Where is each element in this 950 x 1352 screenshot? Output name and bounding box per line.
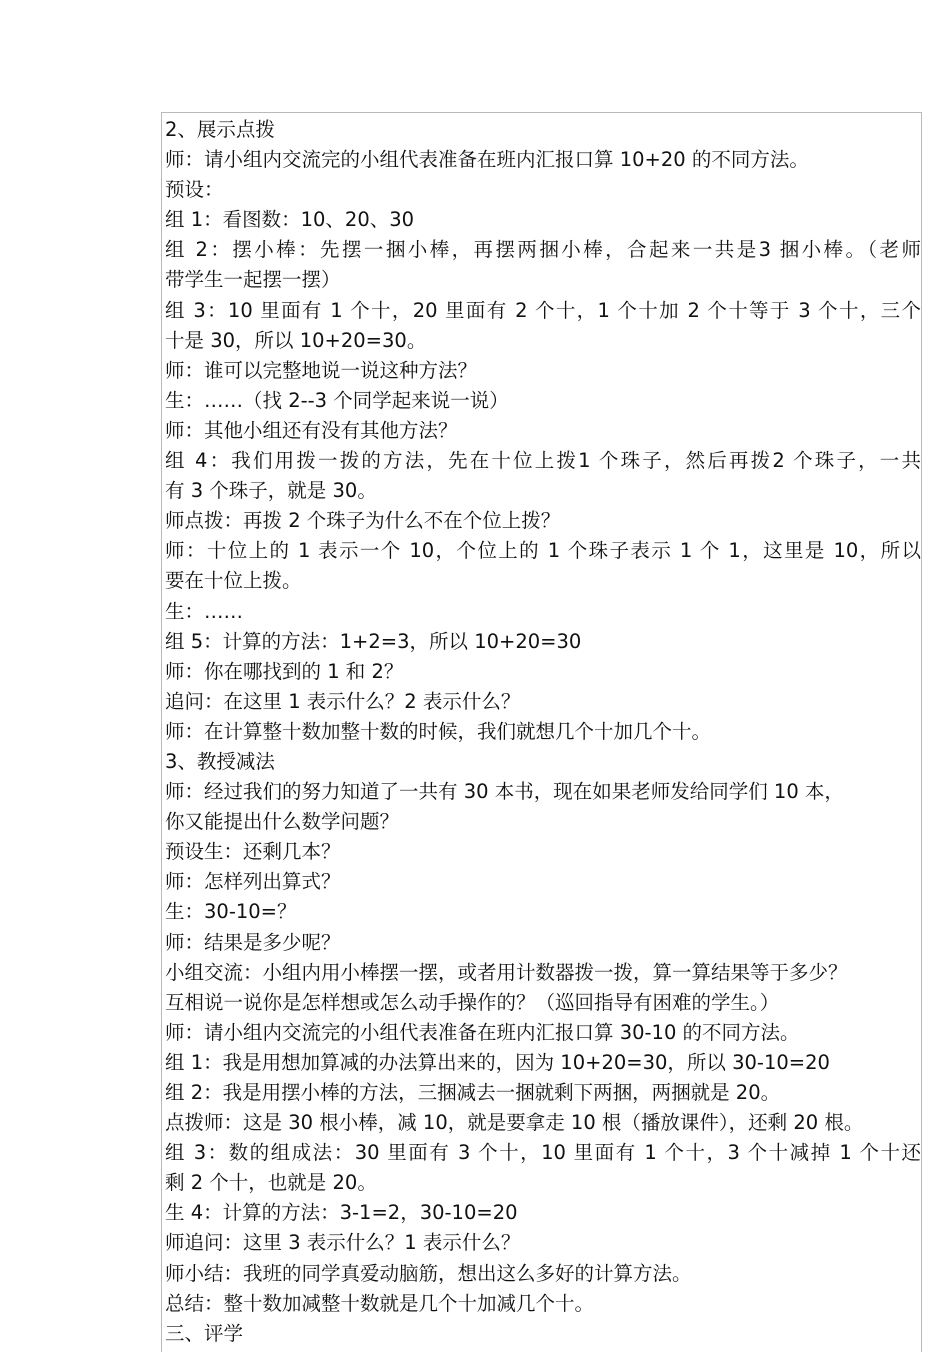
text-line: 师：其他小组还有没有其他方法？ — [165, 418, 458, 442]
text-line: 点拨师：这是 30 根小棒，减 10，就是要拿走 10 根（播放课件），还剩 20 根。 — [165, 1111, 864, 1135]
text-line: 生：……（找 2--3 个同学起来说一说） — [165, 388, 509, 412]
text-line: 组 4：我们用拨一拨的方法，先在十位上拨1 个珠子，然后再拨2 个珠子，一共 — [165, 449, 921, 473]
text-line: 组 1：我是用想加算减的办法算出来的，因为 10+20=30，所以 30-10=20 — [165, 1050, 830, 1074]
text-line: 生：…… — [165, 599, 244, 623]
text-line: 组 3：10 里面有 1 个十，20 里面有 2 个十，1 个十加 2 个十等于 3 个十，三个 — [165, 298, 921, 322]
text-line: 师：请小组内交流完的小组代表准备在班内汇报口算 10+20 的不同方法。 — [165, 148, 809, 172]
text-line: 组 1：看图数：10、20、30 — [165, 208, 415, 232]
text-line: 三、评学 — [165, 1321, 244, 1345]
text-line: 剩 2 个十，也就是 20。 — [165, 1171, 377, 1195]
text-line: 预设： — [165, 178, 224, 202]
text-line: 师：经过我们的努力知道了一共有 30 本书，现在如果老师发给同学们 10 本， — [165, 780, 844, 804]
text-line: 师：你在哪找到的 1 和 2？ — [165, 659, 404, 683]
text-line: 师：怎样列出算式？ — [165, 870, 341, 894]
text-line: 师追问：这里 3 表示什么？1 表示什么？ — [165, 1231, 521, 1255]
text-line: 组 5：计算的方法：1+2=3，所以 10+20=30 — [165, 629, 582, 653]
text-line: 有 3 个珠子，就是 30。 — [165, 479, 377, 503]
text-line: 带学生一起摆一摆） — [165, 268, 341, 292]
text-line: 互相说一说你是怎样想或怎么动手操作的？（巡回指导有困难的学生。） — [165, 990, 780, 1014]
text-line: 组 2：我是用摆小棒的方法，三捆减去一捆就剩下两捆，两捆就是 20。 — [165, 1081, 781, 1104]
text-line: 组 2：摆小棒：先摆一捆小棒，再摆两捆小棒，合起来一共是3 捆小棒。（老师 — [165, 238, 921, 262]
text-line: 小组交流：小组内用小棒摆一摆，或者用计数器拨一拨，算一算结果等于多少？ — [165, 960, 848, 984]
text-line: 师：结果是多少呢？ — [165, 930, 341, 954]
text-line: 2、展示点拨 — [165, 118, 275, 141]
text-line: 组 3：数的组成法：30 里面有 3 个十，10 里面有 1 个十，3 个十减掉 1 个十还 — [165, 1141, 921, 1165]
text-line: 师：谁可以完整地说一说这种方法？ — [165, 358, 478, 382]
text-line: 十是 30，所以 10+20=30。 — [165, 328, 427, 352]
text-line: 总结：整十数加减整十数就是几个十加减几个十。 — [165, 1291, 595, 1315]
text-line: 师：在计算整十数加整十数的时候，我们就想几个十加几个十。 — [165, 719, 712, 743]
text-line: 师：请小组内交流完的小组代表准备在班内汇报口算 30-10 的不同方法。 — [165, 1020, 800, 1044]
text-line: 生：30-10=？ — [165, 900, 297, 924]
text-line: 师：十位上的 1 表示一个 10，个位上的 1 个珠子表示 1 个 1，这里是 10，所以 — [165, 539, 921, 563]
text-line: 师小结：我班的同学真爱动脑筋，想出这么多好的计算方法。 — [165, 1261, 692, 1285]
text-line: 师点拨：再拨 2 个珠子为什么不在个位上拨？ — [165, 509, 561, 533]
document-body — [165, 115, 921, 1349]
text-line: 你又能提出什么数学问题？ — [165, 810, 400, 834]
text-line: 要在十位上拨。 — [165, 569, 302, 593]
text-line: 预设生：还剩几本？ — [165, 840, 341, 864]
text-line: 追问：在这里 1 表示什么？2 表示什么？ — [165, 689, 521, 713]
text-line: 生 4：计算的方法：3-1=2，30-10=20 — [165, 1201, 518, 1225]
text-line: 3、教授减法 — [165, 749, 275, 773]
